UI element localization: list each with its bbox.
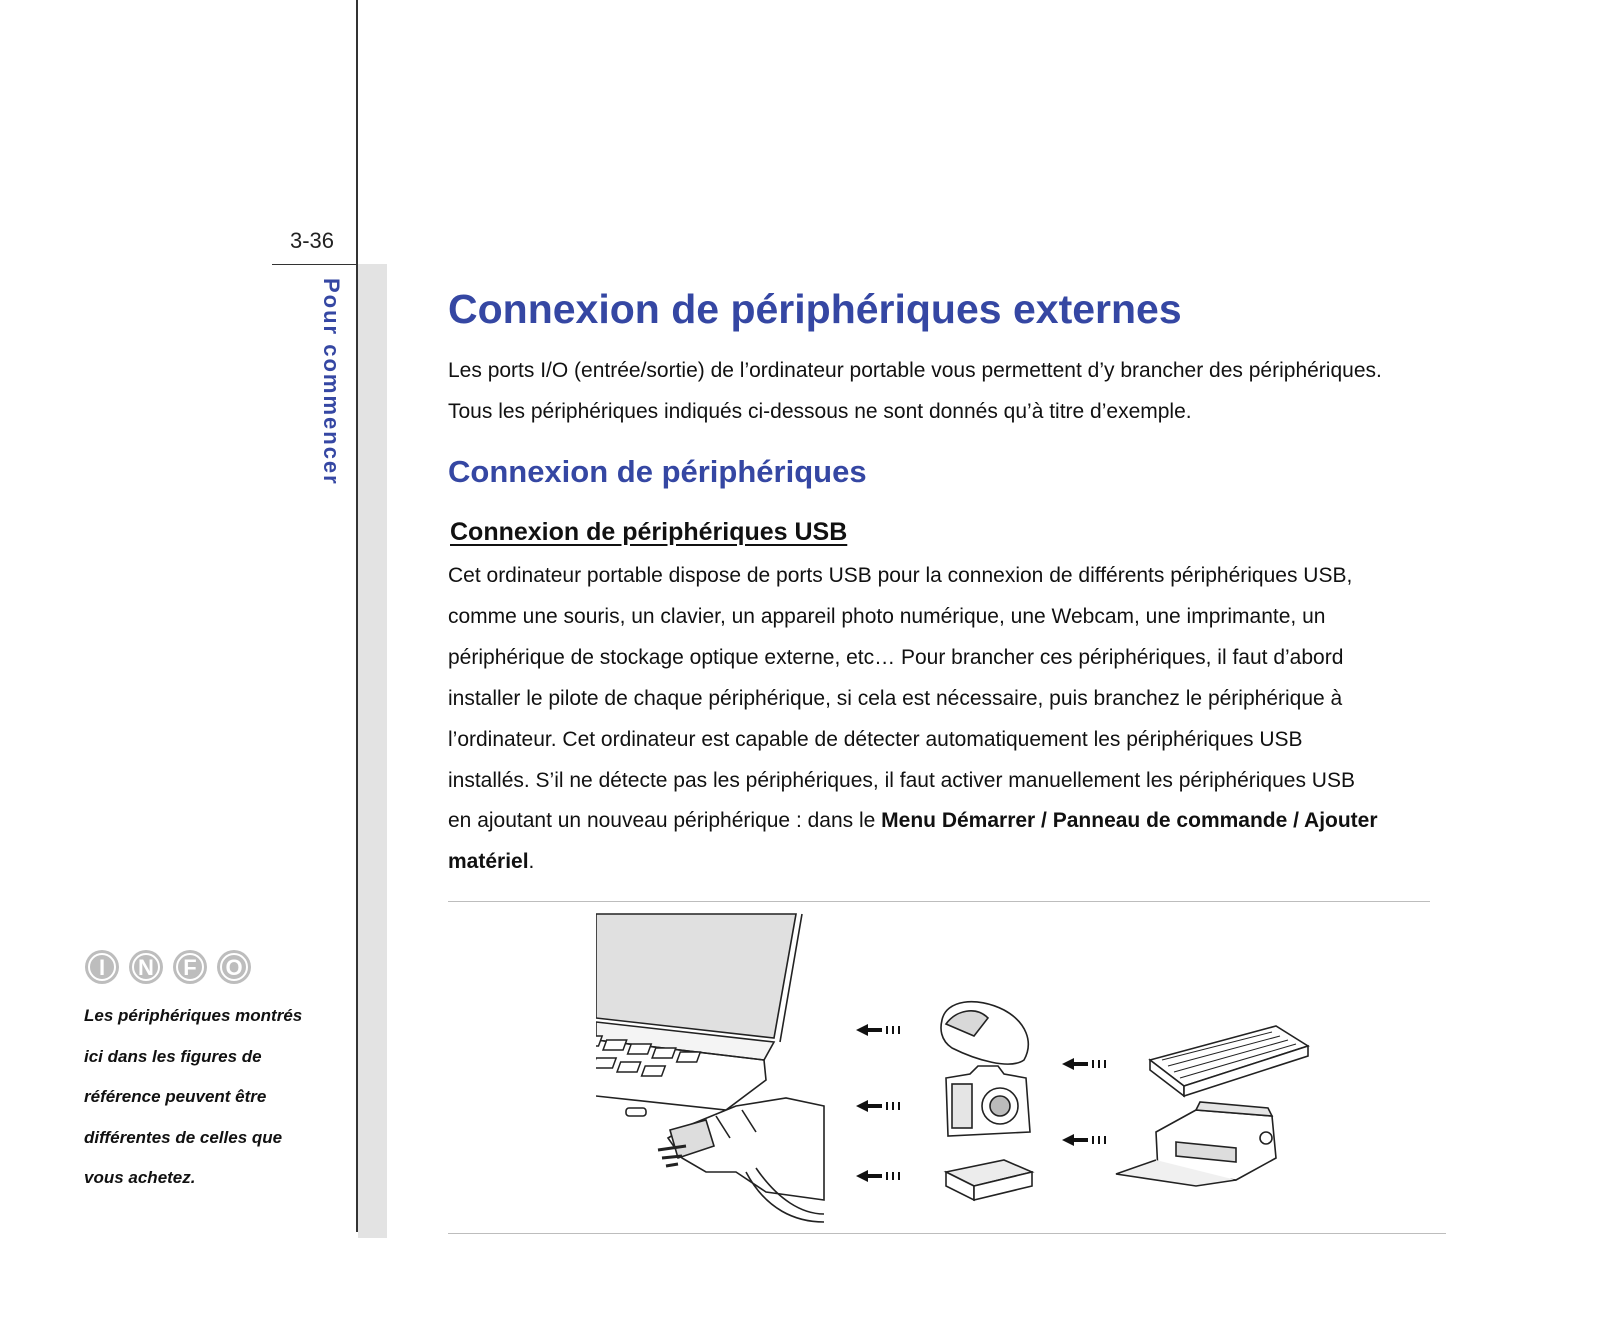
usb-line-prefix: en ajoutant un nouveau périphérique : dans le (448, 809, 882, 833)
usb-devices-illustration (596, 910, 1316, 1230)
keyboard-icon (1150, 1026, 1308, 1096)
info-note-line: différentes de celles que (84, 1127, 283, 1147)
usb-line: périphérique de stockage optique externe, etc… Pour brancher ces périphériques, il faut d’abord (448, 645, 1344, 669)
laptop-usb-port-icon (596, 914, 824, 1222)
intro-line: Les ports I/O (entrée/sortie) de l’ordinateur portable vous permettent d’y brancher des périphériques. (448, 359, 1382, 382)
menu-path-end-bold: matériel (448, 850, 529, 874)
page-number: 3-36 (290, 228, 335, 253)
info-letter-i: I (98, 955, 106, 980)
usb-line: comme une souris, un clavier, un appareil photo numérique, une Webcam, une imprimante, un (448, 604, 1326, 628)
external-drive-icon (946, 1160, 1032, 1200)
section-subtitle: Connexion de périphériques (448, 454, 867, 489)
info-letter-n: N (138, 955, 154, 980)
mouse-icon (941, 1002, 1028, 1064)
usb-line: installés. S’il ne détecte pas les périphériques, il faut activer manuellement les périphériques USB (448, 768, 1355, 792)
info-note-line: Les périphériques montrés (84, 1006, 303, 1025)
info-letter-o: O (225, 955, 243, 980)
page-number-rule (272, 264, 358, 265)
intro-line: Tous les périphériques indiqués ci-dessous ne sont donnés qu’à titre d’exemple. (448, 400, 1192, 423)
intro-paragraph (448, 350, 1468, 432)
info-note-line: vous achetez. (84, 1168, 196, 1187)
usb-line: l’ordinateur. Cet ordinateur est capable de détecter automatiquement les périphériques USB (448, 727, 1303, 751)
usb-line: Cet ordinateur portable dispose de ports USB pour la connexion de différents périphériques USB, (448, 564, 1353, 587)
info-letter-f: F (183, 955, 197, 980)
info-note-line: référence peuvent être (84, 1087, 267, 1106)
info-note (84, 996, 334, 1199)
usb-line (448, 801, 1468, 842)
sentence-end: . (528, 850, 535, 874)
camera-icon (946, 1066, 1030, 1136)
info-badge-icon (84, 948, 260, 986)
menu-path-bold: Menu Démarrer / Panneau de commande / Ajouter (881, 809, 1378, 833)
section-label-vertical: Pour commencer (319, 278, 344, 486)
usb-line: installer le pilote de chaque périphérique, si cela est nécessaire, puis branchez le périphérique à (448, 686, 1343, 710)
figure-bottom-rule (448, 1233, 1446, 1234)
usb-line (448, 842, 1468, 883)
usb-heading: Connexion de périphériques USB (450, 518, 848, 546)
sidebar-gray-band (358, 264, 387, 1238)
page-title: Connexion de périphériques externes (448, 286, 1182, 332)
printer-icon (1116, 1102, 1276, 1186)
info-note-line: ici dans les figures de (84, 1046, 262, 1066)
usb-paragraph (448, 556, 1468, 883)
figure-top-rule (448, 901, 1430, 902)
